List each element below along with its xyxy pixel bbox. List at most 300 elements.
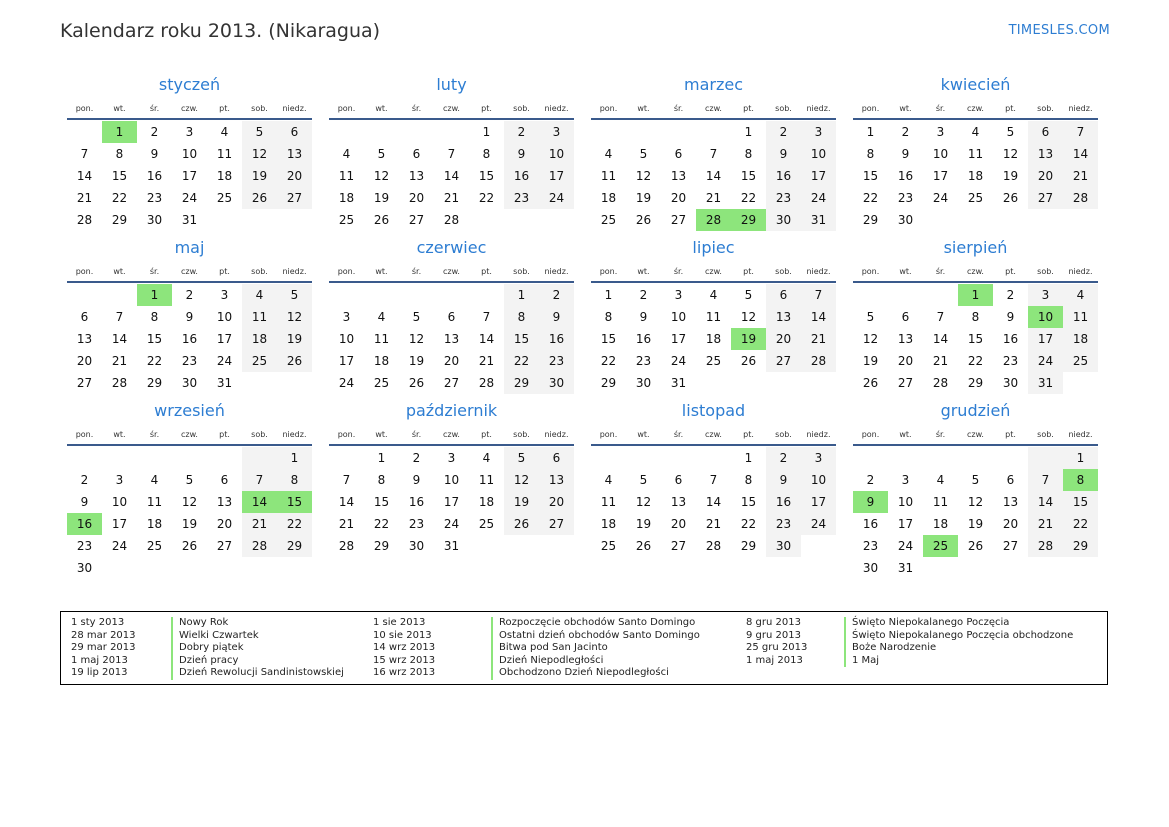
day-cell: 31 bbox=[443, 539, 460, 553]
weekday-header bbox=[329, 102, 574, 120]
day-cell: 30 bbox=[146, 213, 163, 227]
day-cell: 15 bbox=[967, 332, 984, 346]
legend-item: Rozpoczęcie obchodów Santo Domingo bbox=[491, 617, 746, 630]
day-cell: 2 bbox=[80, 473, 89, 487]
legend-item: Dzień pracy bbox=[171, 655, 373, 668]
day-cell: 14 bbox=[1063, 143, 1098, 165]
day-cell: 22 bbox=[740, 517, 757, 531]
day-cell: 16 bbox=[539, 328, 574, 350]
day-cell: 11 bbox=[1063, 306, 1098, 328]
day-cell: 3 bbox=[185, 125, 194, 139]
day-cell: 7 bbox=[709, 147, 718, 161]
day-cell: 29 bbox=[967, 376, 984, 390]
day-cell: 2 bbox=[412, 451, 421, 465]
month-11 bbox=[853, 400, 1098, 579]
day-cell: 9 bbox=[80, 495, 89, 509]
day-cell: 2 bbox=[150, 125, 159, 139]
legend-item: 1 sty 2013 bbox=[71, 617, 125, 628]
day-cell: 3 bbox=[674, 288, 683, 302]
day-cell: 28 bbox=[338, 539, 355, 553]
weekday-header bbox=[67, 428, 312, 446]
day-cell: 29 bbox=[504, 372, 539, 394]
empty-cell bbox=[434, 121, 469, 143]
empty-cell bbox=[853, 284, 888, 306]
weekday-label: śr. bbox=[935, 267, 946, 276]
day-cell: 21 bbox=[705, 191, 722, 205]
day-cell: 19 bbox=[1002, 169, 1019, 183]
day-cell: 28 bbox=[76, 213, 93, 227]
weekday-label: sob. bbox=[775, 104, 792, 113]
weekday-label: czw. bbox=[443, 430, 460, 439]
empty-cell bbox=[102, 284, 137, 306]
empty-cell bbox=[399, 284, 434, 306]
day-cell: 22 bbox=[740, 191, 757, 205]
weekday-label: śr. bbox=[935, 430, 946, 439]
day-cell: 5 bbox=[504, 447, 539, 469]
empty-cell bbox=[626, 447, 661, 469]
weekday-label: śr. bbox=[411, 104, 422, 113]
weekday-label: pt. bbox=[481, 430, 492, 439]
holiday-day-cell: 29 bbox=[731, 209, 766, 231]
day-cell: 9 bbox=[412, 473, 421, 487]
day-cell: 7 bbox=[1028, 469, 1063, 491]
weekday-label: śr. bbox=[673, 267, 684, 276]
day-cell: 25 bbox=[338, 213, 355, 227]
day-cell: 8 bbox=[866, 147, 875, 161]
month-name: sierpień bbox=[943, 238, 1008, 257]
month-10 bbox=[591, 400, 836, 579]
day-cell: 26 bbox=[740, 354, 757, 368]
day-cell: 27 bbox=[670, 539, 687, 553]
day-cell: 21 bbox=[1063, 165, 1098, 187]
weekday-label: śr. bbox=[411, 267, 422, 276]
day-cell: 2 bbox=[639, 288, 648, 302]
day-cell: 10 bbox=[801, 469, 836, 491]
day-cell: 27 bbox=[216, 539, 233, 553]
day-cell: 8 bbox=[277, 469, 312, 491]
day-cell: 27 bbox=[1002, 539, 1019, 553]
empty-cell bbox=[888, 284, 923, 306]
day-cell: 22 bbox=[504, 350, 539, 372]
weekday-label: sob. bbox=[251, 430, 268, 439]
day-cell: 10 bbox=[932, 147, 949, 161]
empty-cell bbox=[1028, 447, 1063, 469]
day-cell: 13 bbox=[76, 332, 93, 346]
day-cell: 8 bbox=[744, 147, 753, 161]
weekday-label: śr. bbox=[149, 430, 160, 439]
weekday-label: śr. bbox=[935, 104, 946, 113]
day-cell: 10 bbox=[897, 495, 914, 509]
day-cell: 16 bbox=[1002, 332, 1019, 346]
day-cell: 11 bbox=[338, 169, 355, 183]
day-cell: 14 bbox=[111, 332, 128, 346]
weekday-header bbox=[853, 102, 1098, 120]
day-cell: 26 bbox=[408, 376, 425, 390]
day-cell: 10 bbox=[111, 495, 128, 509]
day-cell: 17 bbox=[111, 517, 128, 531]
day-cell: 22 bbox=[478, 191, 495, 205]
weekday-header bbox=[67, 265, 312, 283]
legend-dates-col-2 bbox=[373, 617, 491, 684]
legend-item: 1 sie 2013 bbox=[373, 617, 426, 628]
day-cell: 23 bbox=[862, 539, 879, 553]
day-cell: 19 bbox=[408, 354, 425, 368]
day-cell: 26 bbox=[242, 187, 277, 209]
holiday-day-cell: 1 bbox=[137, 284, 172, 306]
weekday-label: pt. bbox=[743, 104, 754, 113]
holiday-day-cell: 28 bbox=[696, 209, 731, 231]
day-cell: 12 bbox=[1002, 147, 1019, 161]
day-cell: 29 bbox=[740, 539, 757, 553]
day-cell: 21 bbox=[932, 354, 949, 368]
day-cell: 15 bbox=[504, 328, 539, 350]
legend-item: 1 maj 2013 bbox=[746, 654, 803, 666]
day-cell: 8 bbox=[482, 147, 491, 161]
empty-cell bbox=[469, 284, 504, 306]
legend-item: 29 mar 2013 bbox=[71, 642, 136, 653]
weekday-label: czw. bbox=[181, 430, 198, 439]
day-cell: 28 bbox=[111, 376, 128, 390]
day-cell: 27 bbox=[897, 376, 914, 390]
day-cell: 24 bbox=[897, 539, 914, 553]
days-grid bbox=[853, 120, 1098, 231]
day-cell: 24 bbox=[338, 376, 355, 390]
weekday-label: czw. bbox=[181, 267, 198, 276]
day-cell: 28 bbox=[705, 539, 722, 553]
weekday-label: niedz. bbox=[544, 267, 569, 276]
day-cell: 10 bbox=[181, 147, 198, 161]
day-cell: 5 bbox=[639, 147, 648, 161]
weekday-label: pt. bbox=[219, 267, 230, 276]
day-cell: 16 bbox=[897, 169, 914, 183]
month-8 bbox=[67, 400, 312, 579]
weekday-label: niedz. bbox=[544, 104, 569, 113]
day-cell: 21 bbox=[76, 191, 93, 205]
weekday-label: wt. bbox=[637, 104, 650, 113]
holiday-day-cell: 9 bbox=[853, 491, 888, 513]
day-cell: 21 bbox=[443, 191, 460, 205]
weekday-label: pt. bbox=[219, 104, 230, 113]
day-cell: 10 bbox=[216, 310, 233, 324]
months-grid bbox=[67, 74, 1103, 579]
day-cell: 14 bbox=[705, 169, 722, 183]
weekday-label: pon. bbox=[337, 267, 356, 276]
weekday-label: niedz. bbox=[1068, 430, 1093, 439]
day-cell: 28 bbox=[801, 350, 836, 372]
day-cell: 23 bbox=[408, 517, 425, 531]
day-cell: 12 bbox=[740, 310, 757, 324]
weekday-label: wt. bbox=[113, 267, 126, 276]
day-cell: 10 bbox=[801, 143, 836, 165]
day-cell: 15 bbox=[373, 495, 390, 509]
day-cell: 1 bbox=[744, 125, 753, 139]
weekday-label: niedz. bbox=[282, 104, 307, 113]
day-cell: 4 bbox=[150, 473, 159, 487]
weekday-label: sob. bbox=[513, 430, 530, 439]
day-cell: 4 bbox=[1063, 284, 1098, 306]
weekday-label: sob. bbox=[251, 104, 268, 113]
day-cell: 1 bbox=[1063, 447, 1098, 469]
month-7 bbox=[853, 237, 1098, 394]
page-title: Kalendarz roku 2013. (Nikaragua) bbox=[60, 20, 381, 42]
legend-item: 25 gru 2013 bbox=[746, 642, 808, 653]
day-cell: 16 bbox=[146, 169, 163, 183]
day-cell: 4 bbox=[220, 125, 229, 139]
day-cell: 19 bbox=[862, 354, 879, 368]
day-cell: 29 bbox=[862, 213, 879, 227]
empty-cell bbox=[661, 121, 696, 143]
day-cell: 13 bbox=[1002, 495, 1019, 509]
weekday-label: niedz. bbox=[282, 267, 307, 276]
weekday-label: wt. bbox=[899, 267, 912, 276]
day-cell: 9 bbox=[185, 310, 194, 324]
empty-cell bbox=[591, 447, 626, 469]
day-cell: 16 bbox=[862, 517, 879, 531]
day-cell: 28 bbox=[242, 535, 277, 557]
month-1 bbox=[329, 74, 574, 231]
day-cell: 30 bbox=[539, 372, 574, 394]
day-cell: 24 bbox=[111, 539, 128, 553]
day-cell: 7 bbox=[709, 473, 718, 487]
legend-item: 14 wrz 2013 bbox=[373, 642, 436, 653]
weekday-label: pt. bbox=[1005, 430, 1016, 439]
day-cell: 6 bbox=[674, 473, 683, 487]
holiday-day-cell: 1 bbox=[102, 121, 137, 143]
month-name: kwiecień bbox=[940, 75, 1011, 94]
day-cell: 16 bbox=[504, 165, 539, 187]
day-cell: 20 bbox=[539, 491, 574, 513]
empty-cell bbox=[364, 121, 399, 143]
holiday-legend bbox=[60, 611, 1108, 685]
day-cell: 14 bbox=[705, 495, 722, 509]
legend-dates-col-1 bbox=[71, 617, 171, 684]
day-cell: 21 bbox=[801, 328, 836, 350]
day-cell: 17 bbox=[897, 517, 914, 531]
day-cell: 24 bbox=[1028, 350, 1063, 372]
day-cell: 19 bbox=[373, 191, 390, 205]
weekday-label: niedz. bbox=[1068, 267, 1093, 276]
day-cell: 19 bbox=[635, 517, 652, 531]
day-cell: 22 bbox=[1063, 513, 1098, 535]
weekday-label: pt. bbox=[481, 267, 492, 276]
weekday-label: wt. bbox=[637, 267, 650, 276]
legend-item: Wielki Czwartek bbox=[171, 630, 373, 643]
holiday-day-cell: 25 bbox=[923, 535, 958, 557]
day-cell: 29 bbox=[600, 376, 617, 390]
day-cell: 18 bbox=[242, 328, 277, 350]
day-cell: 9 bbox=[901, 147, 910, 161]
weekday-label: sob. bbox=[251, 267, 268, 276]
day-cell: 13 bbox=[670, 169, 687, 183]
day-cell: 14 bbox=[1028, 491, 1063, 513]
day-cell: 17 bbox=[338, 354, 355, 368]
empty-cell bbox=[329, 447, 364, 469]
day-cell: 14 bbox=[478, 332, 495, 346]
empty-cell bbox=[399, 121, 434, 143]
day-cell: 17 bbox=[1028, 328, 1063, 350]
day-cell: 3 bbox=[447, 451, 456, 465]
day-cell: 30 bbox=[862, 561, 879, 575]
day-cell: 6 bbox=[277, 121, 312, 143]
holiday-day-cell: 16 bbox=[67, 513, 102, 535]
day-cell: 27 bbox=[277, 187, 312, 209]
days-grid bbox=[67, 120, 312, 231]
day-cell: 18 bbox=[146, 517, 163, 531]
legend-names-col-1 bbox=[171, 617, 373, 684]
day-cell: 25 bbox=[146, 539, 163, 553]
day-cell: 6 bbox=[1028, 121, 1063, 143]
weekday-label: niedz. bbox=[806, 267, 831, 276]
days-grid bbox=[67, 446, 312, 579]
empty-cell bbox=[853, 447, 888, 469]
day-cell: 17 bbox=[539, 165, 574, 187]
legend-item: 16 wrz 2013 bbox=[373, 667, 436, 678]
day-cell: 31 bbox=[670, 376, 687, 390]
day-cell: 15 bbox=[111, 169, 128, 183]
weekday-label: pon. bbox=[861, 267, 880, 276]
empty-cell bbox=[434, 284, 469, 306]
day-cell: 23 bbox=[504, 187, 539, 209]
day-cell: 20 bbox=[277, 165, 312, 187]
day-cell: 21 bbox=[705, 517, 722, 531]
empty-cell bbox=[661, 447, 696, 469]
day-cell: 23 bbox=[76, 539, 93, 553]
day-cell: 2 bbox=[766, 447, 801, 469]
empty-cell bbox=[329, 284, 364, 306]
empty-cell bbox=[364, 284, 399, 306]
day-cell: 16 bbox=[635, 332, 652, 346]
day-cell: 23 bbox=[897, 191, 914, 205]
day-cell: 6 bbox=[1006, 473, 1015, 487]
weekday-label: czw. bbox=[705, 267, 722, 276]
day-cell: 17 bbox=[801, 491, 836, 513]
legend-item: 1 Maj bbox=[844, 655, 1104, 668]
legend-item: 10 sie 2013 bbox=[373, 629, 432, 641]
site-link[interactable]: TIMESLES.COM bbox=[1008, 23, 1110, 38]
weekday-label: pt. bbox=[1005, 267, 1016, 276]
day-cell: 6 bbox=[674, 147, 683, 161]
day-cell: 30 bbox=[766, 209, 801, 231]
day-cell: 4 bbox=[377, 310, 386, 324]
legend-item: 19 lip 2013 bbox=[71, 667, 128, 678]
day-cell: 11 bbox=[146, 495, 163, 509]
weekday-label: czw. bbox=[705, 104, 722, 113]
day-cell: 18 bbox=[373, 354, 390, 368]
day-cell: 7 bbox=[242, 469, 277, 491]
day-cell: 11 bbox=[216, 147, 233, 161]
weekday-label: sob. bbox=[1037, 267, 1054, 276]
day-cell: 7 bbox=[80, 147, 89, 161]
day-cell: 20 bbox=[1028, 165, 1063, 187]
weekday-label: czw. bbox=[443, 267, 460, 276]
day-cell: 8 bbox=[115, 147, 124, 161]
day-cell: 13 bbox=[443, 332, 460, 346]
day-cell: 20 bbox=[76, 354, 93, 368]
weekday-label: sob. bbox=[513, 267, 530, 276]
weekday-label: pon. bbox=[337, 104, 356, 113]
day-cell: 28 bbox=[443, 213, 460, 227]
day-cell: 17 bbox=[216, 332, 233, 346]
day-cell: 13 bbox=[897, 332, 914, 346]
day-cell: 3 bbox=[936, 125, 945, 139]
day-cell: 19 bbox=[181, 517, 198, 531]
day-cell: 3 bbox=[801, 121, 836, 143]
day-cell: 2 bbox=[1006, 288, 1015, 302]
day-cell: 3 bbox=[115, 473, 124, 487]
empty-cell bbox=[67, 447, 102, 469]
day-cell: 24 bbox=[216, 354, 233, 368]
day-cell: 4 bbox=[242, 284, 277, 306]
weekday-label: pon. bbox=[599, 104, 618, 113]
legend-item: Nowy Rok bbox=[171, 617, 373, 630]
day-cell: 23 bbox=[1002, 354, 1019, 368]
weekday-label: czw. bbox=[967, 267, 984, 276]
day-cell: 6 bbox=[447, 310, 456, 324]
day-cell: 3 bbox=[901, 473, 910, 487]
day-cell: 30 bbox=[766, 535, 801, 557]
day-cell: 12 bbox=[373, 169, 390, 183]
weekday-label: śr. bbox=[673, 104, 684, 113]
day-cell: 9 bbox=[1006, 310, 1015, 324]
weekday-label: pt. bbox=[481, 104, 492, 113]
day-cell: 4 bbox=[709, 288, 718, 302]
day-cell: 18 bbox=[705, 332, 722, 346]
month-name: czerwiec bbox=[416, 238, 487, 257]
day-cell: 24 bbox=[801, 513, 836, 535]
day-cell: 1 bbox=[377, 451, 386, 465]
weekday-header bbox=[591, 428, 836, 446]
day-cell: 6 bbox=[766, 284, 801, 306]
day-cell: 4 bbox=[342, 147, 351, 161]
weekday-label: śr. bbox=[673, 430, 684, 439]
day-cell: 21 bbox=[1028, 513, 1063, 535]
day-cell: 11 bbox=[242, 306, 277, 328]
day-cell: 14 bbox=[932, 332, 949, 346]
day-cell: 17 bbox=[932, 169, 949, 183]
day-cell: 18 bbox=[478, 495, 495, 509]
holiday-day-cell: 1 bbox=[958, 284, 993, 306]
day-cell: 2 bbox=[539, 284, 574, 306]
day-cell: 10 bbox=[670, 310, 687, 324]
day-cell: 12 bbox=[408, 332, 425, 346]
weekday-label: wt. bbox=[113, 104, 126, 113]
day-cell: 26 bbox=[967, 539, 984, 553]
day-cell: 13 bbox=[766, 306, 801, 328]
day-cell: 1 bbox=[504, 284, 539, 306]
day-cell: 2 bbox=[185, 288, 194, 302]
day-cell: 7 bbox=[115, 310, 124, 324]
day-cell: 19 bbox=[242, 165, 277, 187]
weekday-label: czw. bbox=[181, 104, 198, 113]
legend-item: 15 wrz 2013 bbox=[373, 654, 436, 666]
day-cell: 20 bbox=[408, 191, 425, 205]
day-cell: 5 bbox=[866, 310, 875, 324]
day-cell: 13 bbox=[539, 469, 574, 491]
legend-item: 9 gru 2013 bbox=[746, 629, 801, 641]
month-name: marzec bbox=[683, 75, 743, 94]
legend-item: 8 gru 2013 bbox=[746, 617, 801, 628]
day-cell: 5 bbox=[971, 473, 980, 487]
day-cell: 18 bbox=[338, 191, 355, 205]
day-cell: 11 bbox=[373, 332, 390, 346]
weekday-label: pt. bbox=[219, 430, 230, 439]
day-cell: 18 bbox=[967, 169, 984, 183]
day-cell: 19 bbox=[967, 517, 984, 531]
month-name: styczeń bbox=[158, 75, 221, 94]
day-cell: 29 bbox=[373, 539, 390, 553]
day-cell: 22 bbox=[111, 191, 128, 205]
day-cell: 27 bbox=[408, 213, 425, 227]
